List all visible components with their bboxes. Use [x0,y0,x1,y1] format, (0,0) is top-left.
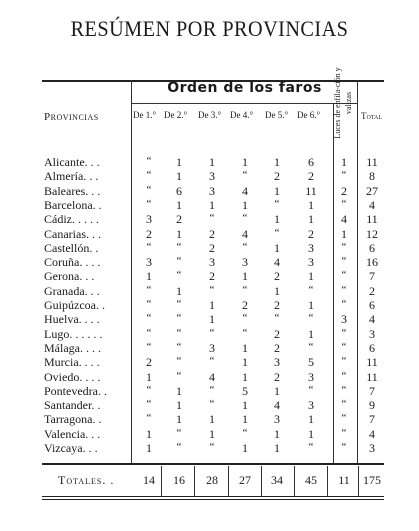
table-cell: “ [341,326,347,339]
table-cell: 11 [366,212,378,227]
table-cell: 3 [209,340,215,355]
table-cell: 3 [209,255,215,270]
table-cell: “ [341,412,347,425]
table-cell: “ [209,283,215,296]
table-cell: 4 [209,369,215,384]
province-name: Huelva. . . . [44,312,100,327]
table-cell: 1 [274,383,280,398]
table-cell: 7 [369,269,375,284]
table-cell: 5 [308,355,314,370]
table-cell: “ [341,398,347,411]
table-cell: 1 [242,340,248,355]
table-cell: 1 [308,426,314,441]
table-cell: 2 [242,298,248,312]
table-cell: 2 [209,240,215,255]
table-cell: “ [146,183,152,196]
table-cell: 2 [369,283,375,298]
province-name: Castellón. . [44,240,99,255]
table-cell: 1 [209,426,215,441]
table-cell: “ [341,441,347,453]
table-row [0,298,419,312]
province-name: Granada. . . [44,283,100,298]
totals-label: Totales. . [58,473,115,487]
table-cell: “ [274,226,280,239]
table-cell: 11 [366,355,378,370]
table-cell: “ [176,269,182,282]
province-name: Pontevedra. . [44,383,107,398]
table-cell: “ [176,312,182,325]
table-cell: “ [209,212,215,225]
table-cell: “ [341,255,347,268]
province-name: Santander. . [44,398,101,413]
table-cell: “ [242,240,248,253]
table-cell: “ [176,240,182,253]
table-cell: “ [176,326,182,339]
province-name: Murcia. . . . [44,355,100,370]
province-name: Barcelona. . [44,197,102,212]
table-cell: 1 [308,269,314,284]
table-row [0,427,419,441]
province-name: Baleares. . . [44,183,101,198]
table-cell: 1 [242,155,248,169]
table-cell: “ [274,312,280,325]
province-name: Lugo. . . . . . [44,326,103,341]
table-cell: 1 [341,226,347,241]
table-row [0,370,419,384]
table-row [0,412,419,426]
table-cell: “ [176,441,182,453]
table-cell: 4 [369,312,375,327]
table-cell: 7 [369,412,375,427]
table-cell: 1 [308,326,314,341]
totals-divider [358,466,359,496]
table-cell: 6 [308,155,314,169]
table-cell: “ [242,426,248,439]
table-cell: 1 [308,298,314,312]
table-cell: “ [341,298,347,310]
table-cell: “ [146,312,152,325]
table-row [0,169,419,183]
table-cell: 3 [242,255,248,270]
page-title: RESÚMEN POR PROVINCIAS [70,16,349,41]
table-cell: 4 [242,226,248,241]
totals-divider [261,466,262,496]
table-cell: 1 [146,269,152,284]
table-cell: 6 [369,298,375,312]
table-cell: 1 [176,197,182,212]
table-row [0,398,419,412]
table-cell: “ [176,255,182,268]
table-cell: 5 [242,383,248,398]
table-cell: 9 [369,398,375,413]
table-cell: 2 [146,355,152,370]
table-cell: 3 [308,398,314,413]
table-cell: 3 [209,183,215,198]
table-cell: 1 [146,426,152,441]
province-name: Canarias. . . [44,226,101,241]
table-cell: 1 [176,398,182,413]
table-row [0,255,419,269]
table-cell: 1 [308,197,314,212]
table-cell: “ [341,283,347,296]
table-cell: 11 [366,369,378,384]
table-cell: “ [146,326,152,339]
table-row [0,212,419,226]
table-cell: “ [341,383,347,396]
table-cell: “ [146,240,152,253]
total-cell: 14 [143,473,155,487]
province-name: Málaga. . . . [44,340,101,355]
table-cell: 7 [369,383,375,398]
bottom-rule [42,499,384,500]
total-cell: 11 [338,473,350,487]
order-4-header: De 4.° [230,110,254,120]
table-cell: 2 [308,226,314,241]
table-cell: 2 [209,269,215,284]
table-cell: 3 [308,240,314,255]
province-name: Alicante. . . [44,155,100,169]
table-cell: “ [341,240,347,253]
order-5-header: De 5.° [265,110,289,120]
table-cell: “ [209,355,215,368]
total-cell: 45 [305,473,317,487]
table-cell: “ [308,383,314,396]
table-cell: “ [209,398,215,411]
table-cell: 1 [176,226,182,241]
table-row [0,341,419,355]
table-cell: “ [209,326,215,339]
table-cell: 27 [366,183,378,198]
table-cell: “ [341,355,347,368]
table-cell: “ [242,283,248,296]
table-cell: 4 [369,426,375,441]
totals-rule [42,463,384,465]
table-cell: 1 [242,412,248,427]
province-name: Guipúzcoa. . [44,298,105,312]
table-cell: 1 [308,412,314,427]
table-cell: 6 [176,183,182,198]
table-row [0,355,419,369]
order-2-header: De 2.° [164,110,188,120]
table-cell: 1 [274,441,280,455]
table-cell: 2 [176,212,182,227]
table-cell: “ [341,426,347,439]
table-cell: 4 [242,183,248,198]
table-cell: 1 [308,212,314,227]
table-cell: 2 [209,226,215,241]
table-cell: 4 [274,398,280,413]
order-3-header: De 3.° [198,110,222,120]
table-cell: 1 [146,441,152,455]
table-cell: 2 [274,298,280,312]
group-header-rule [132,103,357,104]
table-cell: 1 [209,197,215,212]
table-cell: 1 [242,269,248,284]
order-1-header: De 1.° [133,110,157,120]
table-cell: “ [146,155,152,167]
table-cell: “ [242,169,248,182]
table-row [0,441,419,455]
table-cell: 6 [369,240,375,255]
table-cell: 3 [146,212,152,227]
table-cell: “ [146,298,152,310]
provincias-column-header: Provincias [44,111,99,123]
table-cell: 2 [146,226,152,241]
table-cell: 1 [274,426,280,441]
bottom-rule [42,496,384,497]
table-cell: “ [341,369,347,382]
table-cell: “ [308,283,314,296]
table-cell: 1 [274,212,280,227]
table-row [0,198,419,212]
table-row [0,284,419,298]
table-cell: 1 [242,369,248,384]
table-cell: “ [341,169,347,182]
luces-column-header: Luces de enfila-ción y valizas [333,67,353,139]
table-cell: 1 [274,283,280,298]
table-cell: “ [146,398,152,411]
table-cell: “ [176,369,182,382]
table-cell: “ [308,312,314,325]
totals-divider [327,466,328,496]
table-cell: 1 [242,197,248,212]
table-cell: 1 [176,383,182,398]
province-name: Valencia. . . [44,426,101,441]
table-cell: 1 [274,183,280,198]
table-cell: “ [209,383,215,396]
table-cell: 1 [176,155,182,169]
table-cell: 3 [341,312,347,327]
table-cell: 3 [308,255,314,270]
province-name: Tarragona. . [44,412,102,427]
table-cell: “ [146,169,152,182]
table-cell: “ [341,340,347,353]
table-cell: 4 [274,255,280,270]
totals-divider [294,466,295,496]
table-cell: 1 [242,441,248,455]
table-cell: “ [146,340,152,353]
table-cell: 11 [305,183,317,198]
table-cell: 1 [242,355,248,370]
table-cell: “ [308,340,314,353]
table-cell: 3 [369,326,375,341]
table-cell: “ [209,441,215,453]
table-cell: 1 [209,412,215,427]
table-cell: 11 [366,155,378,169]
province-name: Almería. . . [44,169,99,184]
table-cell: “ [176,298,182,310]
order-6-header: De 6.° [297,110,321,120]
table-cell: “ [146,412,152,425]
table-cell: 1 [341,155,347,169]
table-cell: 4 [369,197,375,212]
table-cell: 2 [274,269,280,284]
table-row [0,227,419,241]
table-cell: 6 [369,340,375,355]
table-cell: 1 [209,155,215,169]
table-cell: 1 [176,169,182,184]
province-name: Cádiz. . . . . [44,212,99,227]
table-cell: “ [341,197,347,210]
table-cell: “ [176,426,182,439]
table-cell: 2 [308,169,314,184]
table-cell: 3 [209,169,215,184]
table-cell: “ [242,326,248,339]
province-name: Gerona. . . [44,269,95,284]
table-cell: “ [146,283,152,296]
table-cell: “ [176,355,182,368]
total-cell: 34 [271,473,283,487]
table-cell: 2 [274,326,280,341]
group-header: Orden de los faros [167,80,322,96]
table-cell: 1 [209,298,215,312]
table-cell: 2 [274,369,280,384]
totals-divider [161,466,162,496]
table-cell: 4 [341,212,347,227]
table-cell: “ [242,312,248,325]
table-row [0,384,419,398]
table-cell: 1 [176,412,182,427]
table-cell: “ [274,197,280,210]
table-cell: “ [146,197,152,210]
totals-row [0,473,419,489]
table-row [0,155,419,169]
table-cell: 1 [146,369,152,384]
table-cell: “ [341,269,347,282]
province-name: Oviedo. . . . [44,369,101,384]
table-row [0,269,419,283]
province-name: Coruña. . . . [44,255,101,270]
table-cell: 8 [369,169,375,184]
table-row [0,312,419,326]
total-cell: 175 [363,473,381,487]
total-cell: 28 [206,473,218,487]
table-cell: 2 [274,340,280,355]
table-cell: “ [176,340,182,353]
total-column-header: Total [361,111,383,121]
table-cell: 2 [274,169,280,184]
table-cell: 3 [308,369,314,384]
table-cell: “ [146,383,152,396]
table-cell: 12 [366,226,378,241]
table-cell: 1 [176,283,182,298]
table-cell: 1 [274,155,280,169]
table-cell: “ [242,212,248,225]
totals-divider [228,466,229,496]
table-cell: 2 [341,183,347,198]
table-cell: 1 [209,312,215,327]
table-row [0,327,419,341]
table-row [0,241,419,255]
table-row [0,184,419,198]
table-cell: 3 [369,441,375,455]
table-cell: 3 [146,255,152,270]
table-cell: 1 [242,398,248,413]
table-cell: 3 [274,355,280,370]
table-cell: 1 [274,240,280,255]
table-cell: “ [308,441,314,453]
total-cell: 27 [239,473,251,487]
table-cell: 3 [274,412,280,427]
total-cell: 16 [173,473,185,487]
totals-divider [194,466,195,496]
province-name: Vizcaya. . . [44,441,98,455]
table-cell: 16 [366,255,378,270]
